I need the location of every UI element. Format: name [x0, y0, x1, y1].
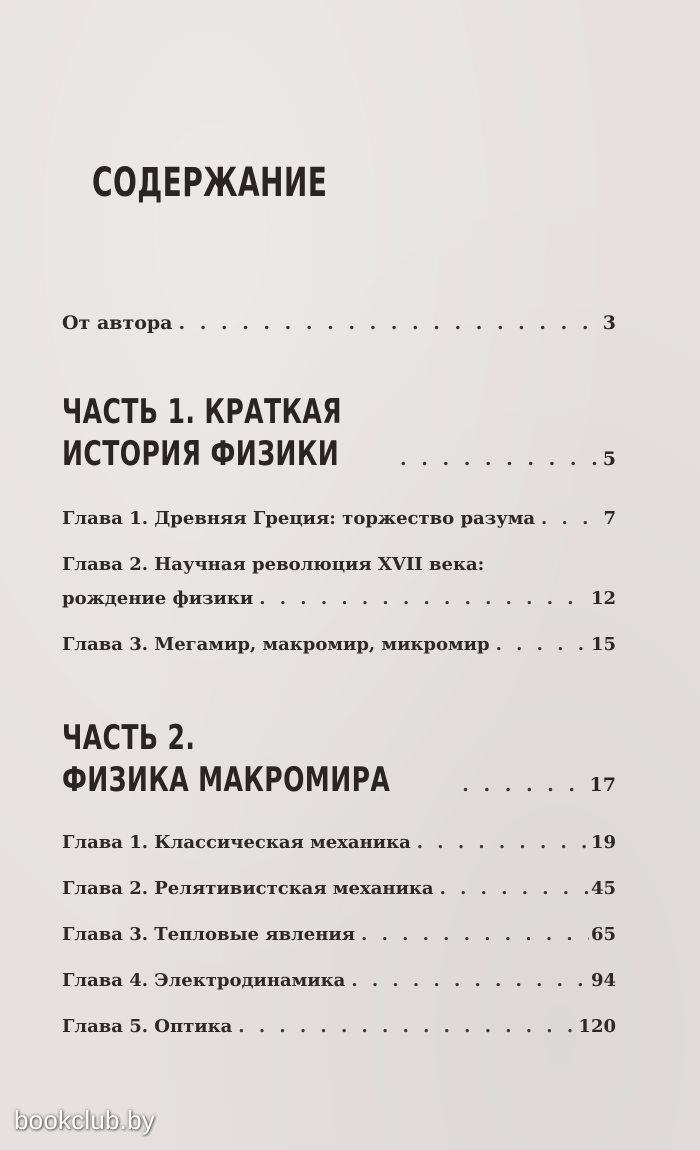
toc-entry-label: рождение физики [62, 588, 254, 609]
dot-leader [400, 437, 599, 481]
dot-leader [351, 970, 589, 991]
toc-part-1 [62, 392, 616, 481]
dot-leader [541, 508, 601, 529]
toc-entry-chapter [62, 878, 616, 899]
toc-entry-label: Глава 3. Мегамир, макромир, микромир [62, 634, 490, 655]
toc-entry-chapter [62, 970, 616, 991]
toc-heading: СОДЕРЖАНИЕ [92, 160, 328, 206]
dot-leader [496, 634, 589, 655]
toc-entry-label: Глава 1. Древняя Греция: торжество разума [62, 508, 536, 529]
part-page: 17 [589, 774, 616, 796]
toc-entry-chapter [62, 832, 616, 853]
toc-entry-label: Глава 3. Тепловые явления [62, 924, 356, 945]
toc-entry-page: 7 [603, 508, 616, 529]
dot-leader [259, 588, 589, 609]
toc-entry-label: От автора [62, 312, 173, 334]
toc-entry-page: 120 [578, 1016, 616, 1037]
dot-leader [238, 1016, 576, 1037]
toc-entry-page: 94 [590, 970, 616, 991]
dot-leader [361, 924, 589, 945]
dot-leader [179, 312, 601, 334]
part-title-line1: ЧАСТЬ 1. КРАТКАЯ [62, 392, 342, 432]
toc-part-2 [62, 718, 616, 807]
toc-entry-page: 45 [590, 878, 616, 899]
toc-entry-chapter [62, 508, 616, 529]
toc-entry-page: 3 [602, 312, 616, 334]
toc-entry-label: Глава 4. Электродинамика [62, 970, 346, 991]
dot-leader [417, 832, 589, 853]
part-title-line2 [62, 432, 616, 481]
dot-leader [440, 878, 589, 899]
toc-entry-label: Глава 2. Релятивистская механика [62, 878, 434, 899]
toc-entry-label: Глава 1. Классическая механика [62, 832, 411, 853]
toc-entry-page: 19 [590, 832, 616, 853]
toc-entry-chapter [62, 634, 616, 655]
dot-leader [462, 763, 585, 807]
toc-entry-page: 65 [590, 924, 616, 945]
part-title-line1: ЧАСТЬ 2. [62, 718, 196, 758]
toc-entry-chapter [62, 1016, 616, 1037]
toc-entry-preface [62, 312, 616, 334]
toc-entry-page: 15 [590, 634, 616, 655]
part-page: 5 [602, 448, 616, 470]
toc-entry-label-line1: Глава 2. Научная революция XVII века: [62, 554, 485, 575]
toc-entry-page: 12 [590, 588, 616, 609]
toc-entry-chapter [62, 924, 616, 945]
part-title-line2 [62, 758, 616, 807]
site-watermark: bookclub.by [14, 1105, 155, 1135]
part-title-text: ФИЗИКА МАКРОМИРА [62, 760, 391, 800]
toc-entry-label: Глава 5. Оптика [62, 1016, 233, 1037]
toc-entry-chapter [62, 588, 616, 609]
part-title-text: ИСТОРИЯ ФИЗИКИ [62, 434, 340, 474]
